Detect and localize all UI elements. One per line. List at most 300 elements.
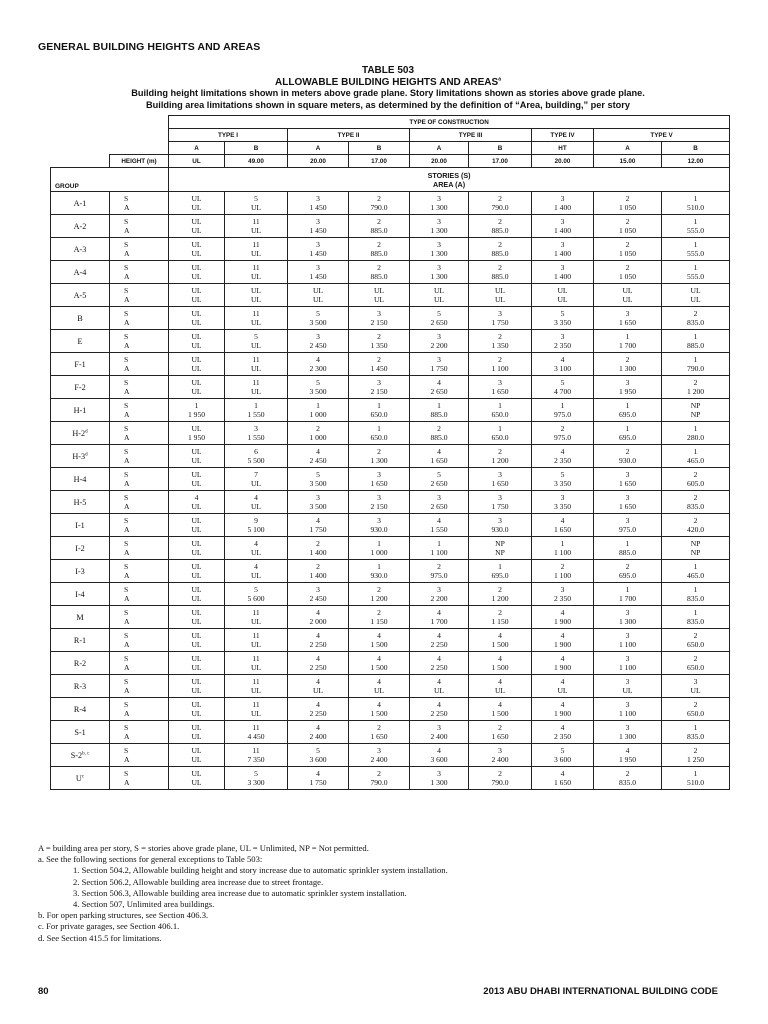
value-cell bbox=[662, 445, 730, 468]
stories-value: 4 bbox=[316, 516, 320, 525]
value-cell bbox=[594, 698, 662, 721]
area-value: 650.0 bbox=[370, 433, 388, 442]
sa-label-cell bbox=[110, 261, 169, 284]
stories-value: 1 bbox=[625, 401, 630, 410]
area-value: UL bbox=[191, 640, 202, 649]
stories-value: 3 bbox=[625, 378, 630, 387]
stories-value: 4 bbox=[560, 608, 565, 617]
area-value: UL bbox=[250, 226, 262, 235]
value-cell bbox=[349, 261, 410, 284]
area-value: 1 900 bbox=[553, 640, 572, 649]
value-cell bbox=[169, 606, 225, 629]
value-cell bbox=[469, 284, 532, 307]
stories-row-label: S bbox=[124, 631, 129, 640]
value-cell bbox=[594, 215, 662, 238]
area-value: 1 150 bbox=[370, 617, 388, 626]
stories-value: 1 bbox=[693, 447, 698, 456]
value-cell bbox=[225, 721, 288, 744]
value-cell bbox=[169, 445, 225, 468]
value-cell bbox=[410, 261, 469, 284]
table-row bbox=[51, 238, 730, 261]
height-value: 20.00 bbox=[288, 155, 349, 168]
group-cell bbox=[51, 675, 110, 698]
group-name: F-1 bbox=[74, 359, 86, 369]
area-value: 1 350 bbox=[370, 341, 388, 350]
value-cell bbox=[594, 583, 662, 606]
stories-value: UL bbox=[191, 654, 202, 663]
group-cell bbox=[51, 491, 110, 514]
area-value: 1 000 bbox=[309, 410, 327, 419]
stories-value: 5 bbox=[254, 585, 258, 594]
area-value: 1 400 bbox=[309, 571, 327, 580]
area-row-label: A bbox=[124, 341, 130, 350]
stories-value: 3 bbox=[437, 332, 441, 341]
area-value: UL bbox=[191, 249, 202, 258]
header-blank bbox=[51, 142, 169, 155]
area-value: 2 350 bbox=[553, 456, 572, 465]
stories-value: 2 bbox=[625, 263, 630, 272]
table-row bbox=[51, 261, 730, 284]
stories-value: 1 bbox=[625, 539, 630, 548]
value-cell bbox=[288, 445, 349, 468]
group-name: R-2 bbox=[73, 658, 87, 668]
value-cell bbox=[469, 261, 532, 284]
area-value: 1 200 bbox=[491, 456, 509, 465]
group-name: B bbox=[77, 313, 83, 323]
group-cell bbox=[51, 744, 110, 767]
value-cell bbox=[410, 698, 469, 721]
group-cell bbox=[51, 330, 110, 353]
area-value: 695.0 bbox=[618, 571, 637, 580]
sa-label-cell bbox=[110, 376, 169, 399]
area-value: 835.0 bbox=[687, 594, 705, 603]
area-value: 1 500 bbox=[491, 709, 509, 718]
value-cell bbox=[532, 261, 594, 284]
stories-value: 2 bbox=[377, 240, 381, 249]
area-value: 1 250 bbox=[687, 755, 705, 764]
value-cell bbox=[225, 399, 288, 422]
value-cell bbox=[410, 652, 469, 675]
stories-row-label: S bbox=[124, 424, 129, 433]
area-value: UL bbox=[312, 295, 324, 304]
stories-value: 4 bbox=[316, 769, 320, 778]
stories-value: 2 bbox=[498, 240, 502, 249]
area-value: UL bbox=[191, 272, 202, 281]
group-name: H-1 bbox=[73, 405, 87, 415]
stories-row-label: S bbox=[124, 585, 129, 594]
stories-value: UL bbox=[191, 309, 202, 318]
sa-label-cell bbox=[110, 353, 169, 376]
stories-value: UL bbox=[622, 286, 633, 295]
area-value: 510.0 bbox=[687, 203, 705, 212]
area-value: 1 100 bbox=[553, 571, 572, 580]
table-row bbox=[51, 422, 730, 445]
area-value: 1 000 bbox=[309, 433, 327, 442]
stories-value: UL bbox=[191, 447, 202, 456]
value-cell bbox=[225, 330, 288, 353]
value-cell bbox=[532, 353, 594, 376]
stories-value: 1 bbox=[498, 401, 502, 410]
subtype-header: A bbox=[169, 142, 225, 155]
area-value: 2 400 bbox=[430, 732, 448, 741]
area-value: 1 650 bbox=[491, 732, 509, 741]
table-title-note: a bbox=[498, 76, 501, 83]
height-label: HEIGHT (m) bbox=[110, 155, 169, 168]
area-row-label: A bbox=[124, 571, 130, 580]
stories-value: 11 bbox=[252, 263, 260, 272]
header-row-subtypes bbox=[51, 142, 730, 155]
stories-value: 2 bbox=[625, 355, 630, 364]
value-cell bbox=[410, 468, 469, 491]
stories-value: 11 bbox=[252, 217, 260, 226]
stories-value: 3 bbox=[437, 194, 441, 203]
area-value: UL bbox=[191, 663, 202, 672]
value-cell bbox=[225, 376, 288, 399]
area-value: UL bbox=[690, 295, 701, 304]
header-row-height bbox=[51, 155, 730, 168]
value-cell bbox=[662, 468, 730, 491]
value-cell bbox=[662, 330, 730, 353]
value-cell bbox=[169, 698, 225, 721]
area-value: 1 450 bbox=[309, 249, 327, 258]
stories-value: 4 bbox=[625, 746, 630, 755]
area-value: 885.0 bbox=[618, 548, 637, 557]
value-cell bbox=[225, 445, 288, 468]
area-value: 3 600 bbox=[553, 755, 572, 764]
value-cell bbox=[410, 238, 469, 261]
stories-value: 4 bbox=[437, 677, 441, 686]
value-cell bbox=[469, 491, 532, 514]
value-cell bbox=[662, 652, 730, 675]
value-cell bbox=[469, 422, 532, 445]
value-cell bbox=[288, 284, 349, 307]
type-header: TYPE I bbox=[169, 129, 288, 142]
stories-value: UL bbox=[690, 286, 701, 295]
stories-value: 2 bbox=[377, 217, 381, 226]
area-value: UL bbox=[250, 640, 262, 649]
value-cell bbox=[225, 491, 288, 514]
table-subtitle-2: Building area limitations shown in square meters, as determined by the definition of “Area, building,” per story bbox=[146, 99, 630, 110]
area-value: 1 300 bbox=[430, 778, 448, 787]
value-cell bbox=[225, 606, 288, 629]
stories-row-label: S bbox=[124, 539, 129, 548]
stories-value: 2 bbox=[693, 470, 698, 479]
value-cell bbox=[594, 744, 662, 767]
area-value: UL bbox=[250, 617, 262, 626]
sa-label-cell bbox=[110, 284, 169, 307]
area-value: 555.0 bbox=[687, 226, 705, 235]
stories-value: 3 bbox=[625, 608, 630, 617]
area-value: 1 650 bbox=[618, 318, 637, 327]
stories-value: 2 bbox=[625, 240, 630, 249]
value-cell bbox=[225, 261, 288, 284]
stories-value: UL bbox=[191, 470, 202, 479]
value-cell bbox=[169, 721, 225, 744]
value-cell bbox=[169, 238, 225, 261]
stories-value: 2 bbox=[377, 769, 381, 778]
stories-value: 2 bbox=[316, 562, 320, 571]
value-cell bbox=[532, 491, 594, 514]
value-cell bbox=[349, 652, 410, 675]
stories-value: UL bbox=[191, 263, 202, 272]
value-cell bbox=[169, 767, 225, 790]
group-cell bbox=[51, 445, 110, 468]
value-cell bbox=[594, 307, 662, 330]
sa-label-cell bbox=[110, 560, 169, 583]
stories-value: 3 bbox=[377, 378, 381, 387]
area-value: 1 950 bbox=[618, 387, 637, 396]
table-row bbox=[51, 353, 730, 376]
group-name: I-3 bbox=[75, 566, 85, 576]
value-cell bbox=[349, 330, 410, 353]
stories-value: 2 bbox=[625, 194, 630, 203]
value-cell bbox=[225, 560, 288, 583]
value-cell bbox=[288, 767, 349, 790]
stories-value: 4 bbox=[560, 700, 565, 709]
type-header: TYPE III bbox=[410, 129, 532, 142]
value-cell bbox=[288, 399, 349, 422]
area-value: 1 400 bbox=[553, 226, 572, 235]
stories-value: UL bbox=[191, 332, 202, 341]
area-value: UL bbox=[373, 295, 385, 304]
table-row bbox=[51, 284, 730, 307]
group-name: H-5 bbox=[73, 497, 87, 507]
stories-value: 4 bbox=[437, 447, 441, 456]
stories-value: 1 bbox=[560, 401, 565, 410]
area-value: UL bbox=[690, 686, 701, 695]
area-value: 650.0 bbox=[370, 410, 388, 419]
value-cell bbox=[225, 284, 288, 307]
area-value: 975.0 bbox=[553, 433, 572, 442]
note-b: b. For open parking structures, see Section 406.3. bbox=[38, 910, 209, 921]
height-value: 20.00 bbox=[532, 155, 594, 168]
stories-value: UL bbox=[191, 608, 202, 617]
subtype-header: B bbox=[662, 142, 730, 155]
note-a: a. See the following sections for general exceptions to Table 503: bbox=[38, 854, 263, 865]
value-cell bbox=[594, 445, 662, 468]
stories-value: 2 bbox=[377, 332, 381, 341]
area-value: 1 100 bbox=[618, 640, 637, 649]
stories-value: 3 bbox=[625, 470, 630, 479]
value-cell bbox=[410, 537, 469, 560]
value-cell bbox=[594, 560, 662, 583]
area-value: 930.0 bbox=[618, 456, 637, 465]
area-value: UL bbox=[250, 479, 262, 488]
height-value: UL bbox=[169, 155, 225, 168]
stories-value: 4 bbox=[437, 608, 441, 617]
value-cell bbox=[288, 238, 349, 261]
stories-value: 5 bbox=[560, 470, 565, 479]
stories-value: UL bbox=[433, 286, 445, 295]
value-cell bbox=[349, 721, 410, 744]
stories-value: 1 bbox=[693, 769, 698, 778]
stories-value: 1 bbox=[693, 332, 698, 341]
group-footnote: d bbox=[85, 451, 88, 457]
note-a-item: 2. Section 506.2, Allowable building area increase due to street frontage. bbox=[73, 876, 324, 887]
area-value: 1 550 bbox=[247, 433, 265, 442]
group-name: U bbox=[75, 773, 82, 783]
group-cell bbox=[51, 560, 110, 583]
area-value: 885.0 bbox=[491, 272, 509, 281]
value-cell bbox=[410, 514, 469, 537]
value-cell bbox=[225, 238, 288, 261]
area-value: 465.0 bbox=[687, 456, 705, 465]
value-cell bbox=[225, 652, 288, 675]
stories-value: NP bbox=[690, 401, 701, 410]
area-value: UL bbox=[250, 272, 262, 281]
stories-value: 2 bbox=[693, 746, 698, 755]
area-value: 555.0 bbox=[687, 249, 705, 258]
stories-row-label: S bbox=[124, 562, 129, 571]
area-value: UL bbox=[433, 295, 445, 304]
stories-value: 2 bbox=[498, 194, 502, 203]
area-value: 1 750 bbox=[309, 525, 327, 534]
area-value: 835.0 bbox=[618, 778, 637, 787]
value-cell bbox=[169, 468, 225, 491]
area-value: NP bbox=[495, 548, 505, 557]
stories-value: 1 bbox=[377, 539, 381, 548]
value-cell bbox=[169, 215, 225, 238]
area-value: 885.0 bbox=[370, 272, 388, 281]
area-value: 2 350 bbox=[553, 341, 572, 350]
value-cell bbox=[410, 284, 469, 307]
value-cell bbox=[532, 215, 594, 238]
stories-value: 2 bbox=[625, 562, 630, 571]
stories-value: 3 bbox=[560, 585, 565, 594]
area-value: UL bbox=[250, 249, 262, 258]
table-row bbox=[51, 721, 730, 744]
value-cell bbox=[662, 721, 730, 744]
stories-value: 4 bbox=[560, 723, 565, 732]
stories-value: 3 bbox=[625, 516, 630, 525]
stories-row-label: S bbox=[124, 769, 129, 778]
stories-value: 1 bbox=[498, 424, 502, 433]
value-cell bbox=[349, 468, 410, 491]
value-cell bbox=[288, 330, 349, 353]
area-value: UL bbox=[557, 295, 568, 304]
value-cell bbox=[662, 744, 730, 767]
value-cell bbox=[410, 330, 469, 353]
area-row-label: A bbox=[124, 640, 130, 649]
stories-value: 3 bbox=[498, 746, 502, 755]
area-value: 1 650 bbox=[618, 502, 637, 511]
area-value: 885.0 bbox=[370, 249, 388, 258]
stories-value: 2 bbox=[693, 654, 698, 663]
value-cell bbox=[288, 215, 349, 238]
area-value: 835.0 bbox=[687, 732, 705, 741]
stories-value: 11 bbox=[252, 700, 260, 709]
stories-row-label: S bbox=[124, 677, 129, 686]
height-value: 17.00 bbox=[349, 155, 410, 168]
value-cell bbox=[349, 537, 410, 560]
stories-value: 1 bbox=[377, 401, 381, 410]
value-cell bbox=[532, 744, 594, 767]
area-value: UL bbox=[191, 456, 202, 465]
value-cell bbox=[169, 284, 225, 307]
value-cell bbox=[594, 330, 662, 353]
stories-row-label: S bbox=[124, 263, 129, 272]
area-value: 1 950 bbox=[187, 433, 206, 442]
stories-value: 1 bbox=[625, 585, 630, 594]
stories-value: 1 bbox=[693, 424, 698, 433]
value-cell bbox=[469, 445, 532, 468]
stories-row-label: S bbox=[124, 286, 129, 295]
table-row bbox=[51, 537, 730, 560]
stories-value: 11 bbox=[252, 631, 260, 640]
stories-value: UL bbox=[250, 286, 262, 295]
stories-value: 3 bbox=[316, 240, 320, 249]
area-value: UL bbox=[557, 686, 568, 695]
value-cell bbox=[410, 767, 469, 790]
area-row-label: A bbox=[124, 663, 130, 672]
area-value: 835.0 bbox=[687, 617, 705, 626]
area-row-label: A bbox=[124, 272, 130, 281]
value-cell bbox=[349, 238, 410, 261]
stories-row-label: S bbox=[124, 746, 129, 755]
value-cell bbox=[662, 767, 730, 790]
area-value: 1 500 bbox=[491, 640, 509, 649]
stories-value: 2 bbox=[437, 424, 441, 433]
area-value: 885.0 bbox=[430, 410, 448, 419]
area-value: 2 450 bbox=[309, 456, 327, 465]
area-row-label: A bbox=[124, 709, 130, 718]
subtype-header: A bbox=[410, 142, 469, 155]
value-cell bbox=[662, 353, 730, 376]
area-value: 2 300 bbox=[309, 364, 327, 373]
stories-value: 11 bbox=[252, 608, 260, 617]
table-row bbox=[51, 192, 730, 215]
area-value: 835.0 bbox=[687, 502, 705, 511]
value-cell bbox=[469, 238, 532, 261]
stories-value: 2 bbox=[625, 769, 630, 778]
area-value: UL bbox=[191, 295, 202, 304]
stories-value: NP bbox=[690, 539, 701, 548]
value-cell bbox=[169, 399, 225, 422]
area-value: 1 350 bbox=[491, 341, 509, 350]
value-cell bbox=[469, 353, 532, 376]
type-of-construction-header: TYPE OF CONSTRUCTION bbox=[169, 116, 730, 129]
area-value: 1 550 bbox=[247, 410, 265, 419]
table-heading bbox=[38, 65, 738, 111]
value-cell bbox=[469, 721, 532, 744]
stories-value: 3 bbox=[560, 263, 565, 272]
value-cell bbox=[532, 606, 594, 629]
area-value: 650.0 bbox=[491, 433, 509, 442]
stories-value: 5 bbox=[254, 332, 258, 341]
area-value: 695.0 bbox=[618, 410, 637, 419]
value-cell bbox=[225, 422, 288, 445]
area-row-label: A bbox=[124, 778, 130, 787]
footer-code-title: 2013 ABU DHABI INTERNATIONAL BUILDING CODE bbox=[483, 986, 718, 997]
table-row bbox=[51, 606, 730, 629]
stories-value: 1 bbox=[625, 424, 630, 433]
area-value: 2 250 bbox=[309, 640, 327, 649]
area-value: UL bbox=[250, 548, 262, 557]
area-value: 885.0 bbox=[430, 433, 448, 442]
stories-value: UL bbox=[312, 286, 324, 295]
stories-value: 1 bbox=[693, 355, 698, 364]
area-row-label: A bbox=[124, 295, 130, 304]
group-name: H-4 bbox=[73, 474, 87, 484]
area-value: 3 500 bbox=[309, 502, 327, 511]
subtype-header: A bbox=[594, 142, 662, 155]
stories-row-label: S bbox=[124, 194, 129, 203]
area-value: 2 150 bbox=[370, 318, 388, 327]
stories-value: 2 bbox=[498, 217, 502, 226]
stories-value: 4 bbox=[560, 516, 565, 525]
header-row-types bbox=[51, 129, 730, 142]
area-value: UL bbox=[191, 709, 202, 718]
